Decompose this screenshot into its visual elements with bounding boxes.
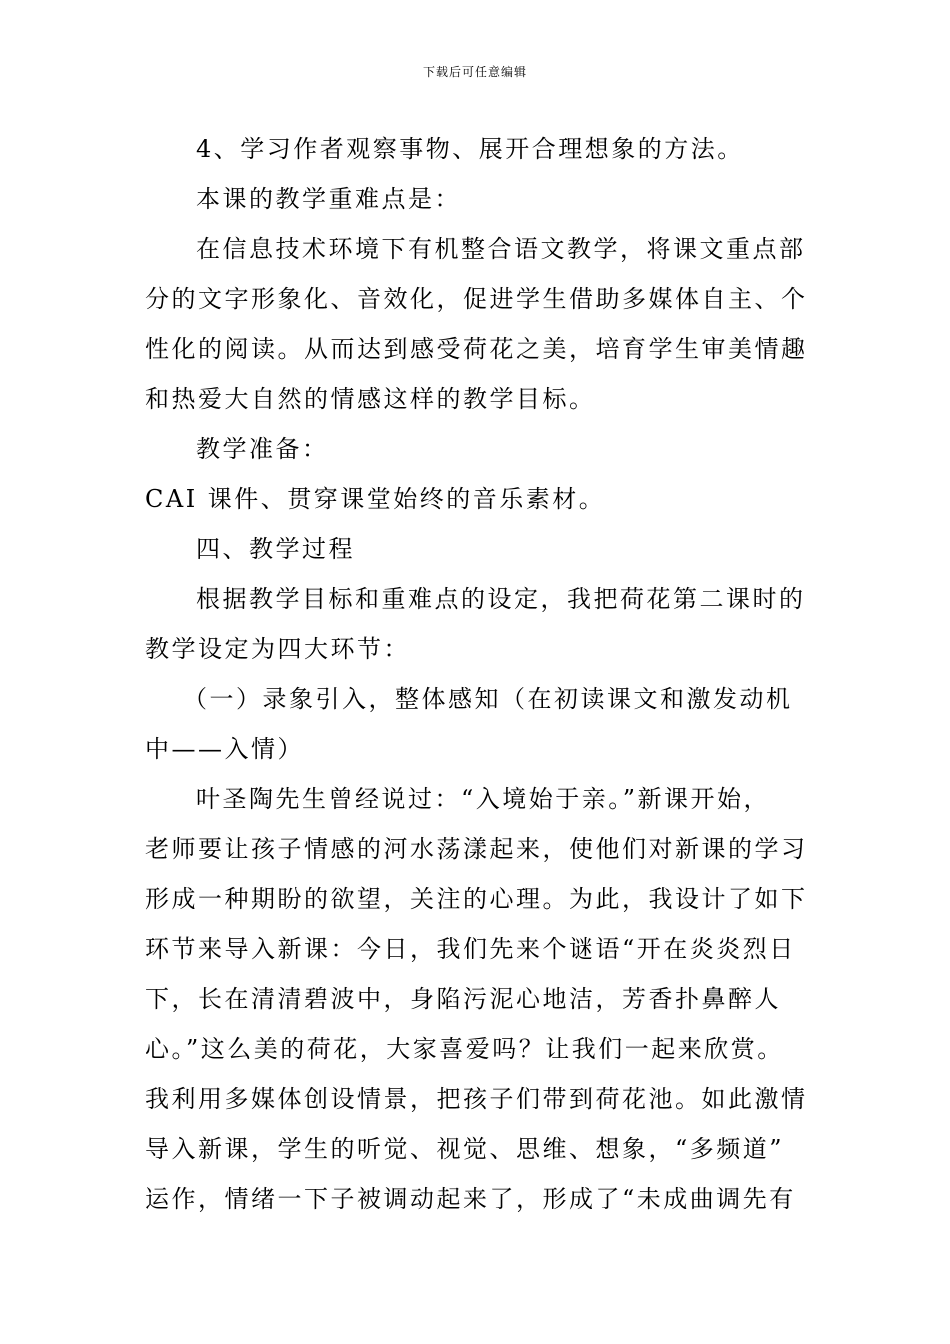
paragraph-line: 分的文字形象化、音效化，促进学生借助多媒体自主、个 (145, 285, 808, 313)
paragraph-line: 在信息技术环境下有机整合语文教学，将课文重点部 (196, 235, 806, 263)
subsection-heading-cont: 中——入情） (145, 735, 304, 763)
preparation-line: CAI 课件、贯穿课堂始终的音乐素材。 (145, 485, 606, 513)
preparation-heading: 教学准备： (196, 435, 329, 463)
paragraph-line: 形成一种期盼的欲望，关注的心理。为此，我设计了如下 (145, 885, 808, 913)
paragraph-line: 教学设定为四大环节： (145, 635, 410, 663)
page-header: 下载后可任意编辑 (422, 65, 527, 79)
paragraph-line: 老师要让孩子情感的河水荡漾起来，使他们对新课的学习 (145, 835, 808, 863)
document-body (145, 124, 810, 1224)
objective-line: 4、学习作者观察事物、展开合理想象的方法。 (196, 135, 744, 163)
paragraph-line: 叶圣陶先生曾经说过：“入境始于亲。”新课开始， (196, 785, 771, 813)
paragraph-line: 根据教学目标和重难点的设定，我把荷花第二课时的 (196, 585, 806, 613)
paragraph-line: 环节来导入新课：今日，我们先来个谜语“开在炎炎烈日 (145, 935, 796, 963)
paragraph-line: 心。”这么美的荷花，大家喜爱吗？让我们一起来欣赏。 (145, 1035, 784, 1063)
key-points-heading: 本课的教学重难点是： (196, 185, 461, 213)
subsection-heading: （一）录象引入，整体感知（在初读课文和激发动机 (183, 685, 793, 713)
paragraph-line: 性化的阅读。从而达到感受荷花之美，培育学生审美情趣 (145, 335, 808, 363)
paragraph-line: 我利用多媒体创设情景，把孩子们带到荷花池。如此激情 (145, 1085, 808, 1113)
paragraph-line: 运作，情绪一下子被调动起来了，形成了“未成曲调先有 (145, 1185, 796, 1213)
paragraph-line: 下，长在清清碧波中，身陷污泥心地洁，芳香扑鼻醉人 (145, 985, 781, 1013)
section-heading: 四、教学过程 (196, 535, 355, 563)
paragraph-line: 导入新课，学生的听觉、视觉、思维、想象，“多频道” (145, 1135, 785, 1163)
paragraph-line: 和热爱大自然的情感这样的教学目标。 (145, 385, 596, 413)
